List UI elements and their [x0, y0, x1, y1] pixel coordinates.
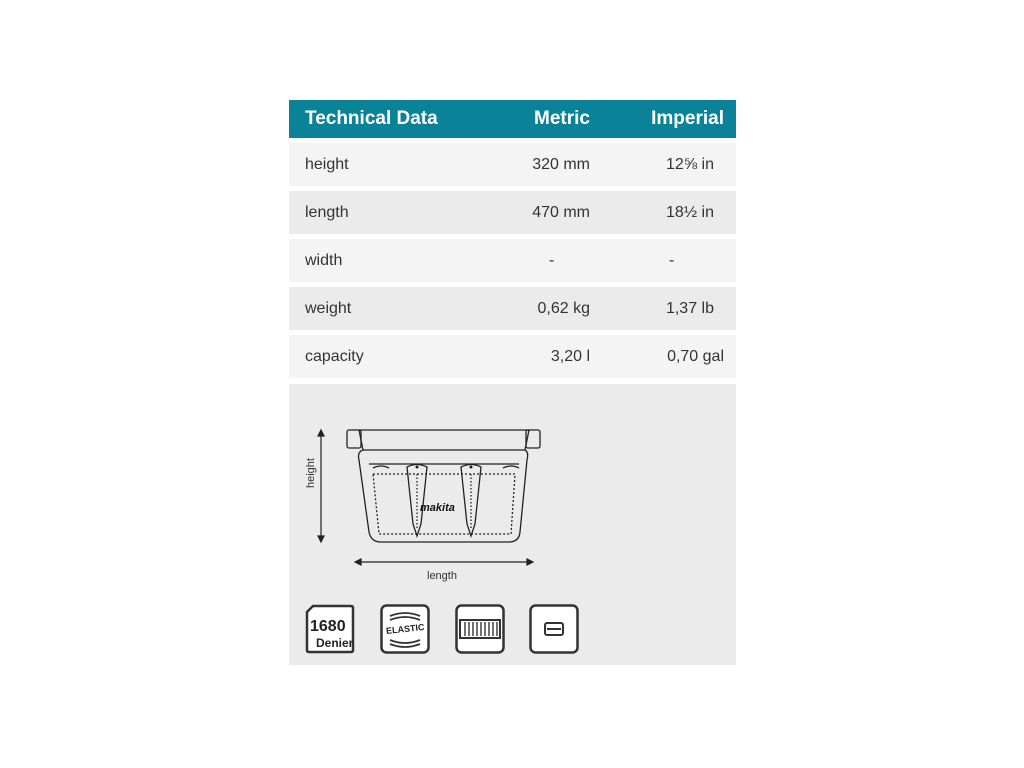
table-row	[289, 191, 736, 234]
row-label: height	[305, 156, 349, 173]
row-imperial: 12⅝ in	[665, 156, 714, 173]
buckle-icon	[529, 604, 579, 654]
header-technical-data: Technical Data	[305, 108, 438, 129]
technical-data-sheet	[289, 100, 736, 665]
table-row	[289, 143, 736, 186]
elastic-label: ELASTIC	[385, 622, 425, 636]
row-metric: 320 mm	[532, 156, 590, 173]
header-metric: Metric	[534, 108, 590, 129]
elastic-icon	[380, 604, 430, 654]
tool-pouch-drawing	[289, 384, 736, 594]
row-imperial: 0,70 gal	[667, 348, 724, 365]
row-imperial: -	[669, 252, 675, 269]
row-label: length	[305, 204, 349, 221]
product-figure	[289, 384, 736, 665]
table-header	[289, 100, 736, 138]
denier-value: 1680	[310, 618, 346, 635]
length-dimension-label: length	[427, 570, 457, 582]
row-metric: 0,62 kg	[537, 300, 590, 317]
brand-logo: makita	[420, 502, 455, 514]
table-row	[289, 287, 736, 330]
row-metric: -	[549, 252, 555, 269]
denier-fabric-icon	[305, 604, 355, 654]
table-row	[289, 239, 736, 282]
webbing-strap-icon	[455, 604, 505, 654]
denier-label: Denier	[316, 636, 354, 650]
row-label: capacity	[305, 348, 364, 365]
row-label: weight	[305, 300, 352, 317]
row-imperial: 1,37 lb	[665, 300, 714, 317]
row-metric: 470 mm	[532, 204, 590, 221]
header-imperial: Imperial	[651, 108, 724, 129]
table-row	[289, 335, 736, 378]
height-dimension-label: height	[305, 458, 317, 488]
row-metric: 3,20 l	[550, 348, 590, 365]
row-label: width	[305, 252, 343, 269]
row-imperial: 18½ in	[665, 204, 714, 221]
